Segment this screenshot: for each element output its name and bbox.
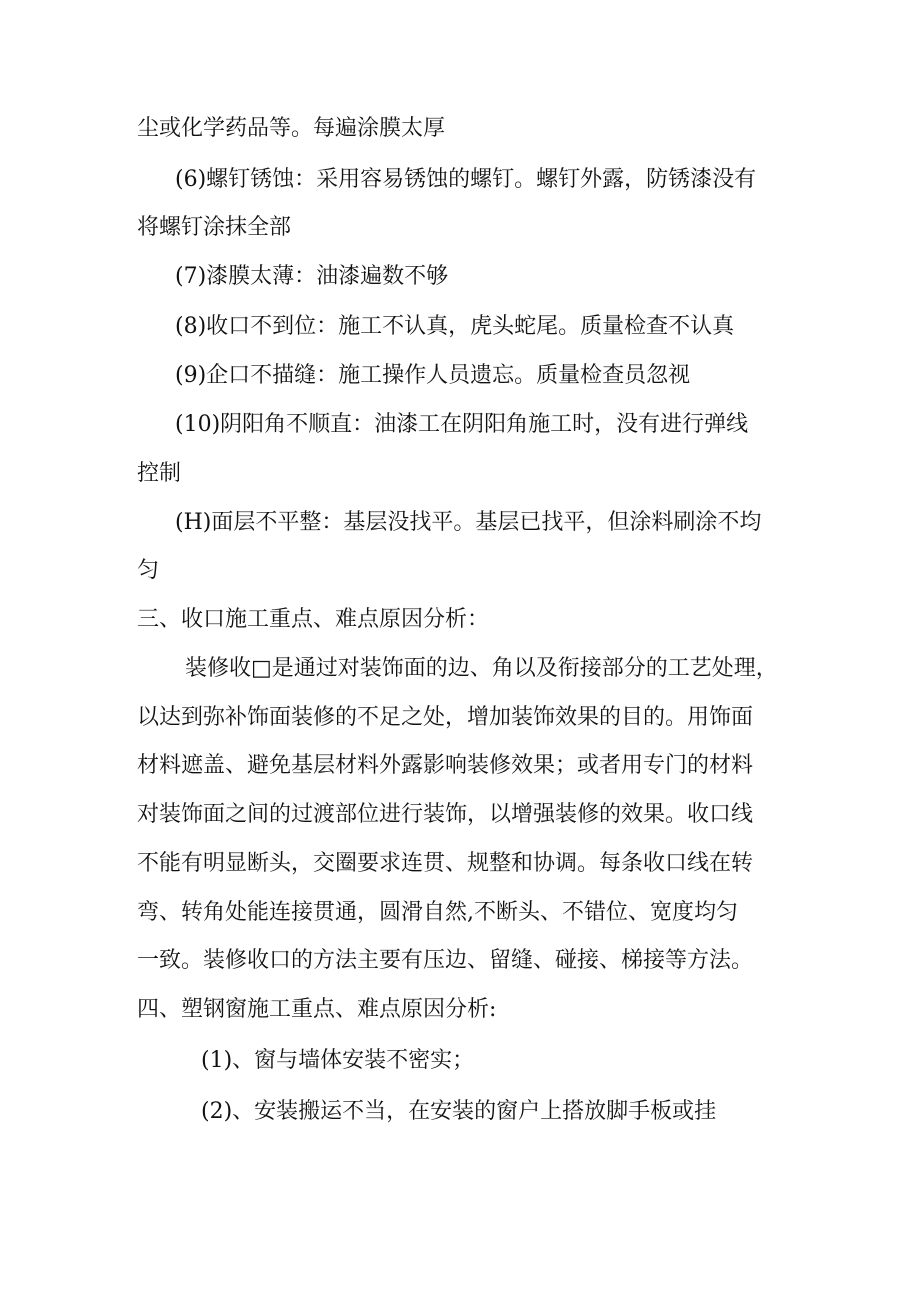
text-line: 以达到弥补饰面装修的不足之处，增加装饰效果的目的。用饰面 xyxy=(137,705,754,730)
text-line: 弯、转角处能连接贯通，圆滑自然,不断头、不错位、宽度均匀 xyxy=(137,900,738,925)
text-line: (2)、安装搬运不当，在安装的窗户上搭放脚手板或挂 xyxy=(201,1099,717,1124)
text-line: 控制 xyxy=(137,461,182,486)
text-line: (6)螺钉锈蚀：采用容易锈蚀的螺钉。螺钉外露，防锈漆没有 xyxy=(175,167,757,192)
text-line: (8)收口不到位：施工不认真，虎头蛇尾。质量检查不认真 xyxy=(175,314,735,339)
text-line: 一致。装修收口的方法主要有压边、留缝、碰接、梯接等方法。 xyxy=(137,948,754,973)
text-line: 将螺钉涂抹全部 xyxy=(137,215,292,240)
text-line: (7)漆膜太薄：油漆遍数不够 xyxy=(175,264,449,289)
section-heading: 四、塑钢窗施工重点、难点原因分析: xyxy=(137,997,497,1022)
section-heading: 三、收口施工重点、难点原因分析： xyxy=(137,607,490,632)
text-line: 匀 xyxy=(137,558,160,583)
text-line: 对装饰面之间的过渡部位进行装饰，以增强装修的效果。收口线 xyxy=(137,802,754,827)
text-line: 尘或化学药品等。每遍涂膜太厚 xyxy=(137,116,446,141)
text-line: (9)企口不描缝：施工操作人员遗忘。质量检查员忽视 xyxy=(175,363,691,388)
text-line: 材料遮盖、避免基层材料外露影响装修效果；或者用专门的材料 xyxy=(137,753,754,778)
text-line: (H)面层不平整：基层没找平。基层已找平，但涂料刷涂不均 xyxy=(175,510,762,535)
text-line: 装修收□是通过对装饰面的边、角以及衔接部分的工艺处理， xyxy=(185,656,778,681)
text-line: (10)阴阳角不顺直：油漆工在阴阳角施工时，没有进行弹线 xyxy=(175,412,749,437)
text-line: 不能有明显断头，交圈要求连贯、规整和协调。每条收口线在转 xyxy=(137,851,754,876)
text-line: (1)、窗与墙体安装不密实； xyxy=(201,1048,475,1073)
